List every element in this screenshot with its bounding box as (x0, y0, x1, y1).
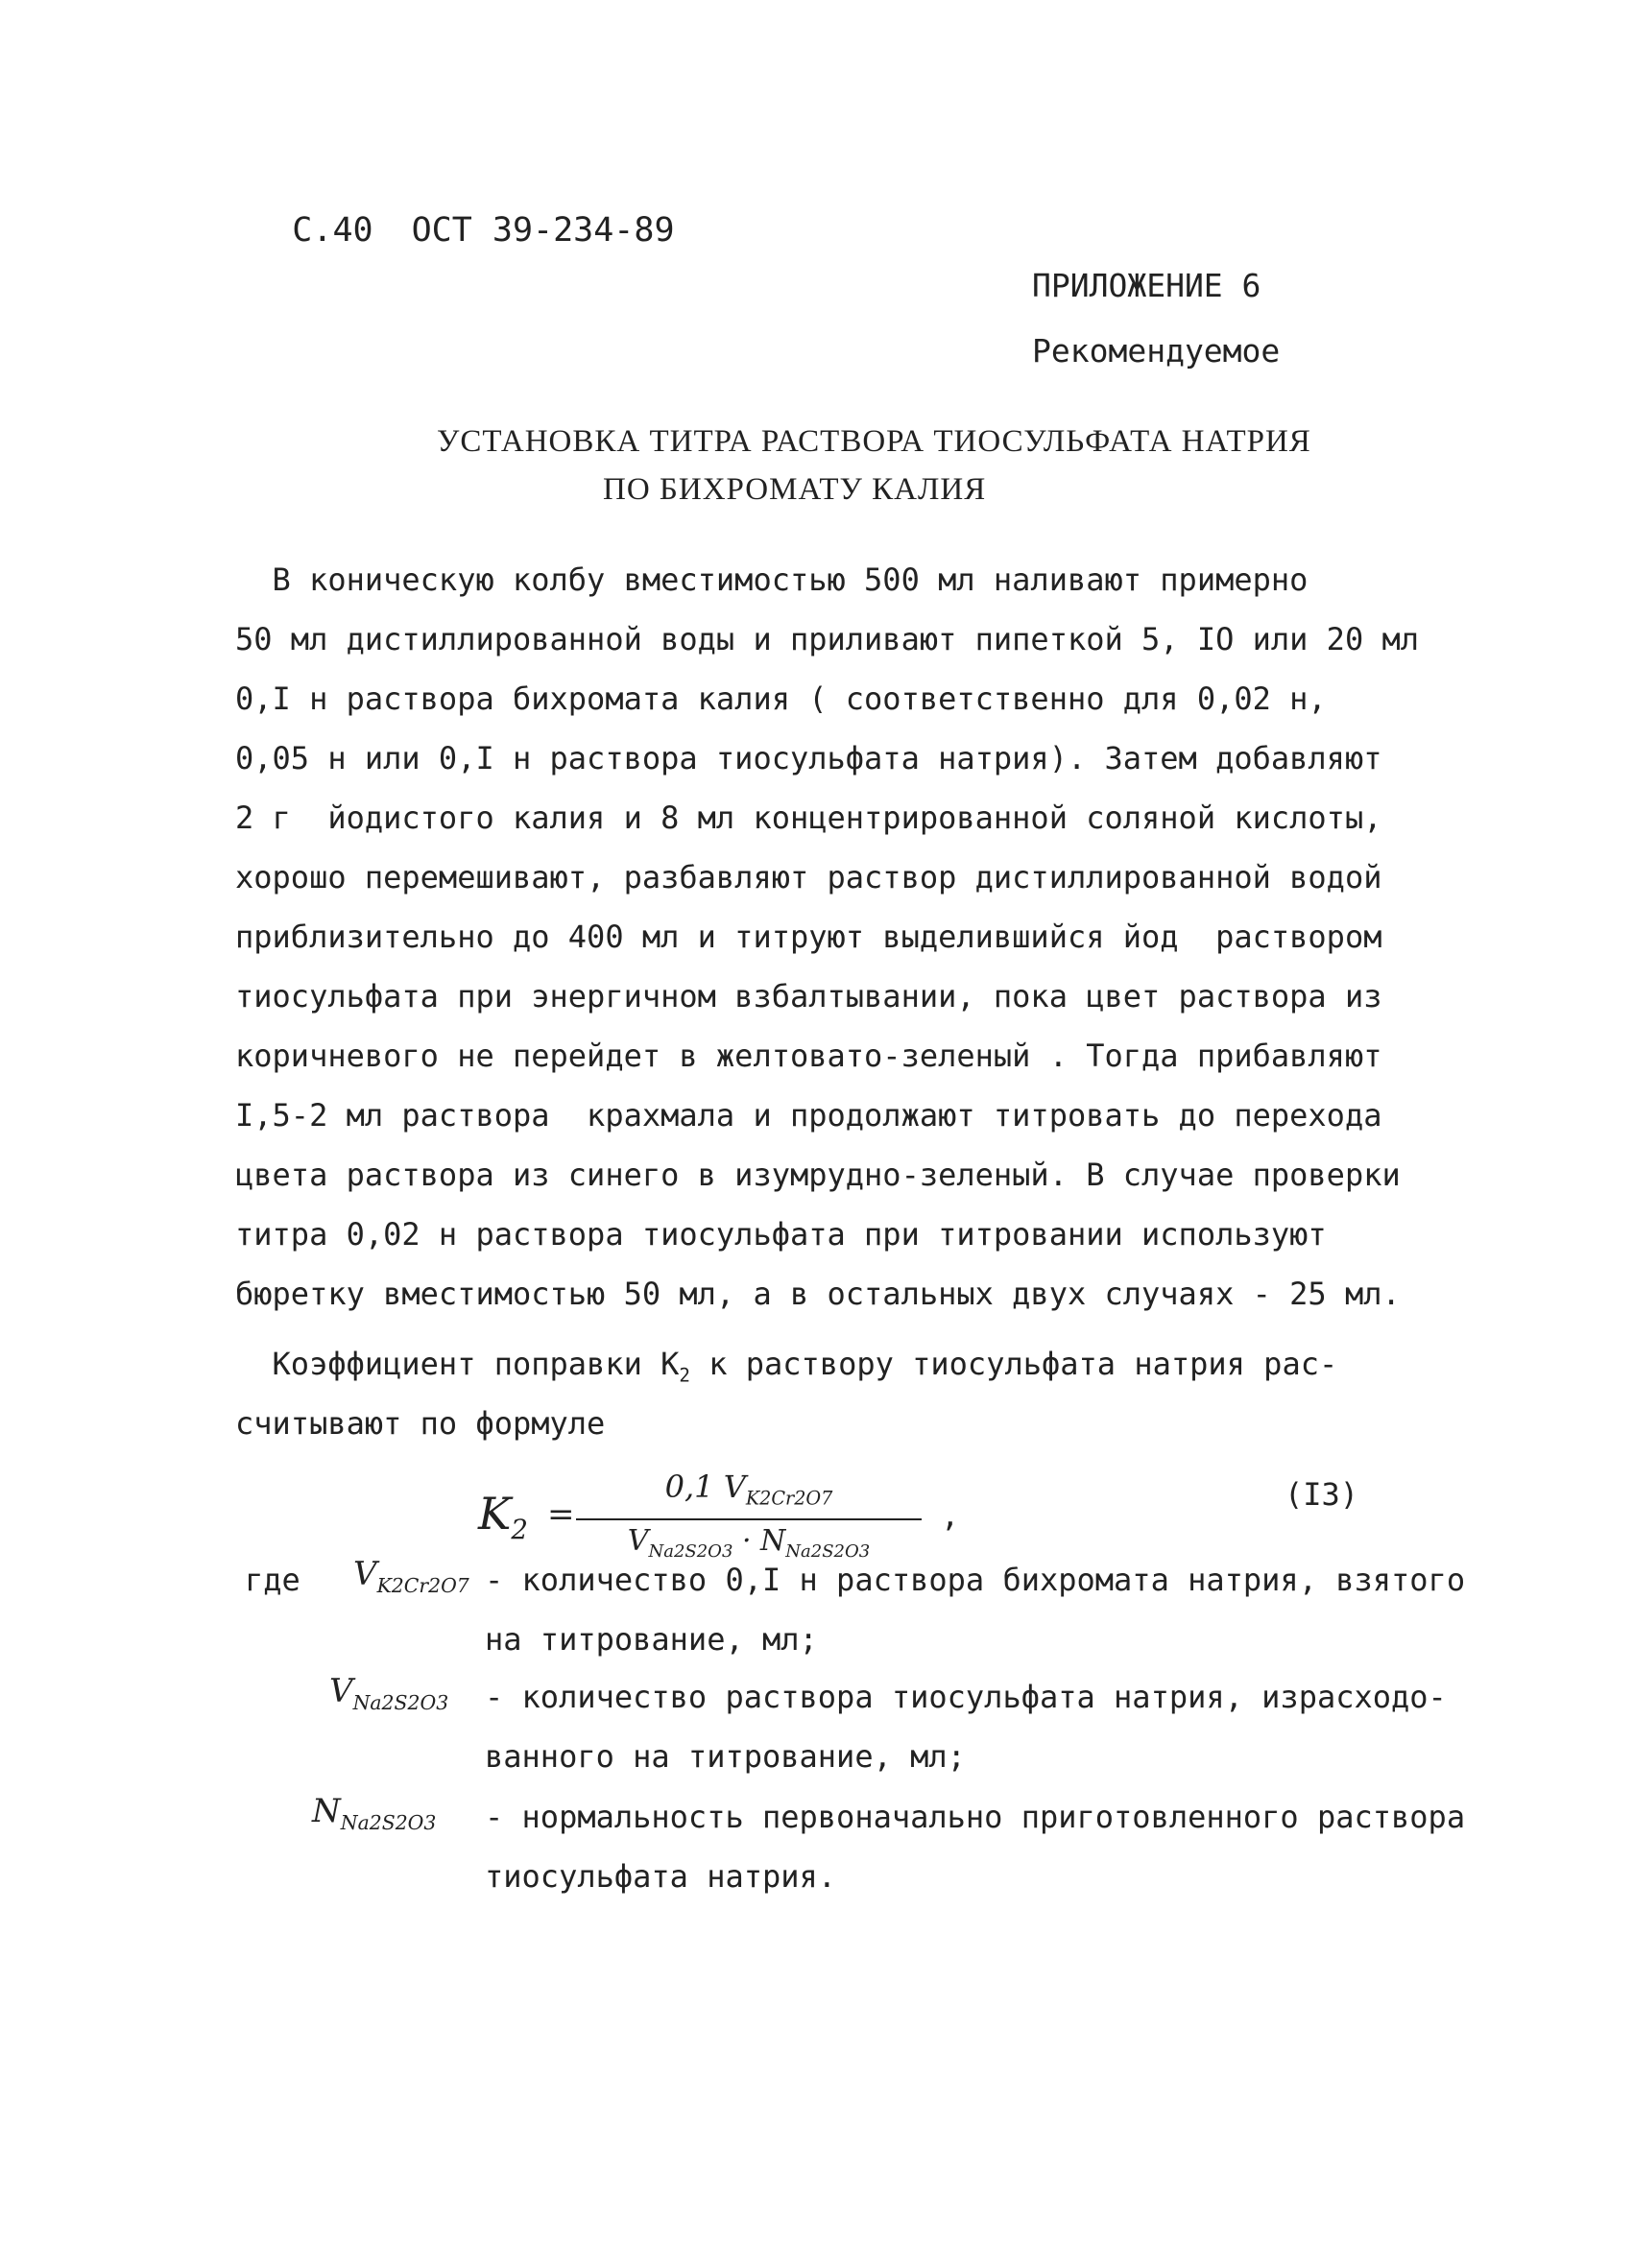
definition-symbol: $N_{Na2S2O3}$ (312, 1792, 437, 1834)
definition-symbol: $V_{Na2S2O3}$ (329, 1672, 449, 1714)
document-title-line-1: УСТАНОВКА ТИТРА РАСТВОРА ТИОСУЛЬФАТА НАТРИЯ (437, 424, 1311, 459)
body-line: титра 0,02 н раствора тиосульфата при титровании используют (235, 1216, 1327, 1253)
page-reference: С.40 (292, 211, 373, 250)
body-line: В коническую колбу вместимостью 500 мл наливают примерно (235, 561, 1309, 598)
formula-numerator: 0,1 $V_{K2Cr2O7}$ (664, 1468, 833, 1510)
definition-text-cont: на титрование, мл; (485, 1621, 818, 1658)
definition-text: - нормальность первоначально приготовленного раствора (485, 1799, 1466, 1835)
body-line: цвета раствора из синего в изумрудно-зеленый. В случае проверки (235, 1157, 1401, 1193)
body-line: I,5-2 мл раствора крахмала и продолжают титровать до перехода (235, 1097, 1382, 1134)
body-line: 50 мл дистиллированной воды и приливают пипеткой 5, IO или 20 мл (235, 621, 1419, 657)
body-line: 0,I н раствора бихромата калия ( соответственно для 0,02 н, (235, 680, 1327, 717)
body-line: коричневого не перейдет в желтовато-зеленый . Тогда прибавляют (235, 1038, 1382, 1074)
coefficient-intro-line-2: считывают по формуле (235, 1405, 606, 1442)
formula-denominator: $V_{Na2S2O3} \cdot N_{Na2S2O3}$ (627, 1524, 871, 1562)
formula-equals: = (547, 1495, 575, 1534)
definition-symbol: $V_{K2Cr2O7}$ (353, 1555, 469, 1597)
formula-comma: , (941, 1497, 960, 1534)
fraction-bar (576, 1518, 922, 1520)
coefficient-intro-line: Коэффициент поправки $K_2$ к раствору тиосульфата натрия рас- (235, 1346, 1338, 1387)
definition-text: - количество раствора тиосульфата натрия, израсходо- (485, 1679, 1447, 1715)
coefficient-subscript: 2 (679, 1364, 690, 1387)
body-line: хорошо перемешивают, разбавляют раствор дистиллированной водой (235, 859, 1382, 895)
document-title-line-2: ПО БИХРОМАТУ КАЛИЯ (603, 472, 987, 507)
page-header (211, 173, 675, 288)
definition-text-cont: тиосульфата натрия. (485, 1858, 837, 1895)
appendix-label: ПРИЛОЖЕНИЕ 6 (1032, 267, 1261, 304)
definition-text: - количество 0,I н раствора бихромата натрия, взятого (485, 1562, 1466, 1598)
definition-text-cont: ванного на титрование, мл; (485, 1738, 966, 1775)
body-line: 0,05 н или 0,I н раствора тиосульфата натрия). Затем добавляют (235, 740, 1382, 776)
formula-lhs: $K_2$ (478, 1488, 528, 1546)
body-line: бюретку вместимостью 50 мл, а в остальных двух случаях - 25 мл. (235, 1276, 1401, 1312)
formula-13 (470, 1468, 1008, 1574)
formula-number: (I3) (1285, 1476, 1359, 1513)
where-label: где (245, 1562, 300, 1598)
appendix-status: Рекомендуемое (1032, 332, 1281, 370)
body-line: 2 г йодистого калия и 8 мл концентрированной соляной кислоты, (235, 800, 1382, 836)
body-line: тиосульфата при энергичном взбалтывании, пока цвет раствора из (235, 978, 1382, 1015)
standard-number: ОСТ 39-234-89 (411, 211, 675, 250)
body-line: приблизительно до 400 мл и титруют выделившийся йод раствором (235, 919, 1382, 955)
